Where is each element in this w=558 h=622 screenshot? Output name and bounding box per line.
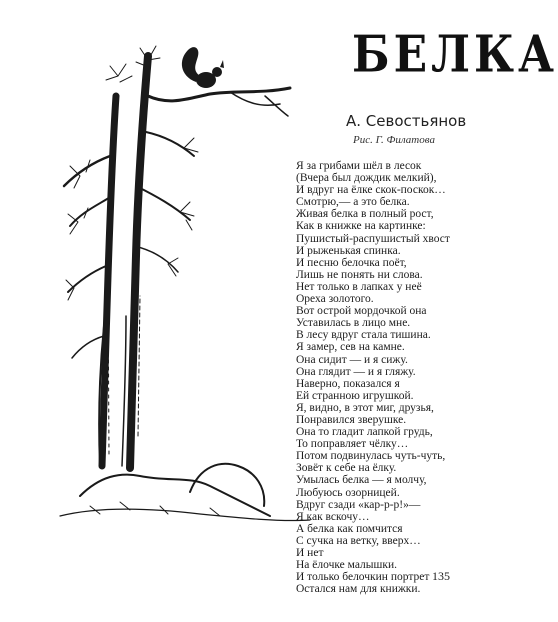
poem-line: А белка как помчится (296, 522, 403, 535)
poem-line: Лишь не понять ни слова. (296, 268, 423, 281)
poem-line: Потом подвинулась чуть-чуть, (296, 450, 446, 463)
poem-line: Смотрю,— а это белка. (296, 196, 410, 209)
poem-line: Я замер, сев на камне. (296, 341, 405, 354)
poem-line: С сучка на ветку, вверх… (296, 534, 421, 547)
poem-line: Нет только в лапках у неё (296, 280, 422, 293)
poem-line: Вот острой мордочкой она (296, 305, 427, 318)
poem-line: Она глядит — и я гляжу. (296, 365, 416, 378)
author-name: А. Севостьянов (346, 112, 467, 130)
poem-line: На ёлочке малышки. (296, 559, 397, 572)
poem-line: То поправляет чёлку… (296, 438, 409, 451)
poem-line: И вдруг на ёлке скок-поскок… (296, 184, 446, 197)
poem-line: Зовёт к себе на ёлку. (296, 462, 397, 475)
poem-line: Я как вскочу… (296, 510, 370, 523)
poem-line: Остался нам для книжки. (296, 583, 421, 596)
poem-line: Пушистый-распушистый хвост (296, 232, 450, 245)
illustrator-credit: Рис. Г. Филатова (353, 134, 435, 146)
poem-line: Ей странною игрушкой. (296, 389, 414, 402)
poem-line: (Вчера был дождик мелкий), (296, 172, 437, 185)
poem-line: Она то гладит лапкой грудь, (296, 426, 433, 439)
poem-line: Вдруг сзади «кар-р-р!»— (296, 498, 421, 511)
poem-line: Любуюсь озорницей. (296, 486, 400, 499)
poem-title: БЕЛКА (352, 25, 558, 85)
poem-line: Умылась белка — я молчу, (296, 474, 427, 487)
poem-line: Уставилась в лицо мне. (296, 317, 411, 330)
poem-text (296, 160, 486, 595)
poem-line: И песню белочка поёт, (296, 256, 407, 269)
poem-line: В лесу вдруг стала тишина. (296, 329, 431, 342)
poem-line: Наверно, показался я (296, 377, 400, 390)
poem-line: Ореха золотого. (296, 293, 374, 306)
squirrel-on-pine-tree-illustration (60, 36, 310, 536)
poem-line: И только белочкин портрет (296, 571, 430, 584)
poem-line: Как в книжке на картинке: (296, 220, 426, 233)
poem-line: Понравился зверушке. (296, 413, 407, 426)
poem-line: Она сидит — и я сижу. (296, 353, 408, 366)
poem-line: И нет (296, 547, 324, 559)
poem-line: И рыженькая спинка. (296, 244, 401, 257)
page-number: 135 (432, 569, 450, 583)
poem-line: Живая белка в полный рост, (296, 208, 434, 221)
poem-line: Я, видно, в этот миг, друзья, (296, 401, 434, 414)
poem-line: Я за грибами шёл в лесок (296, 160, 422, 172)
